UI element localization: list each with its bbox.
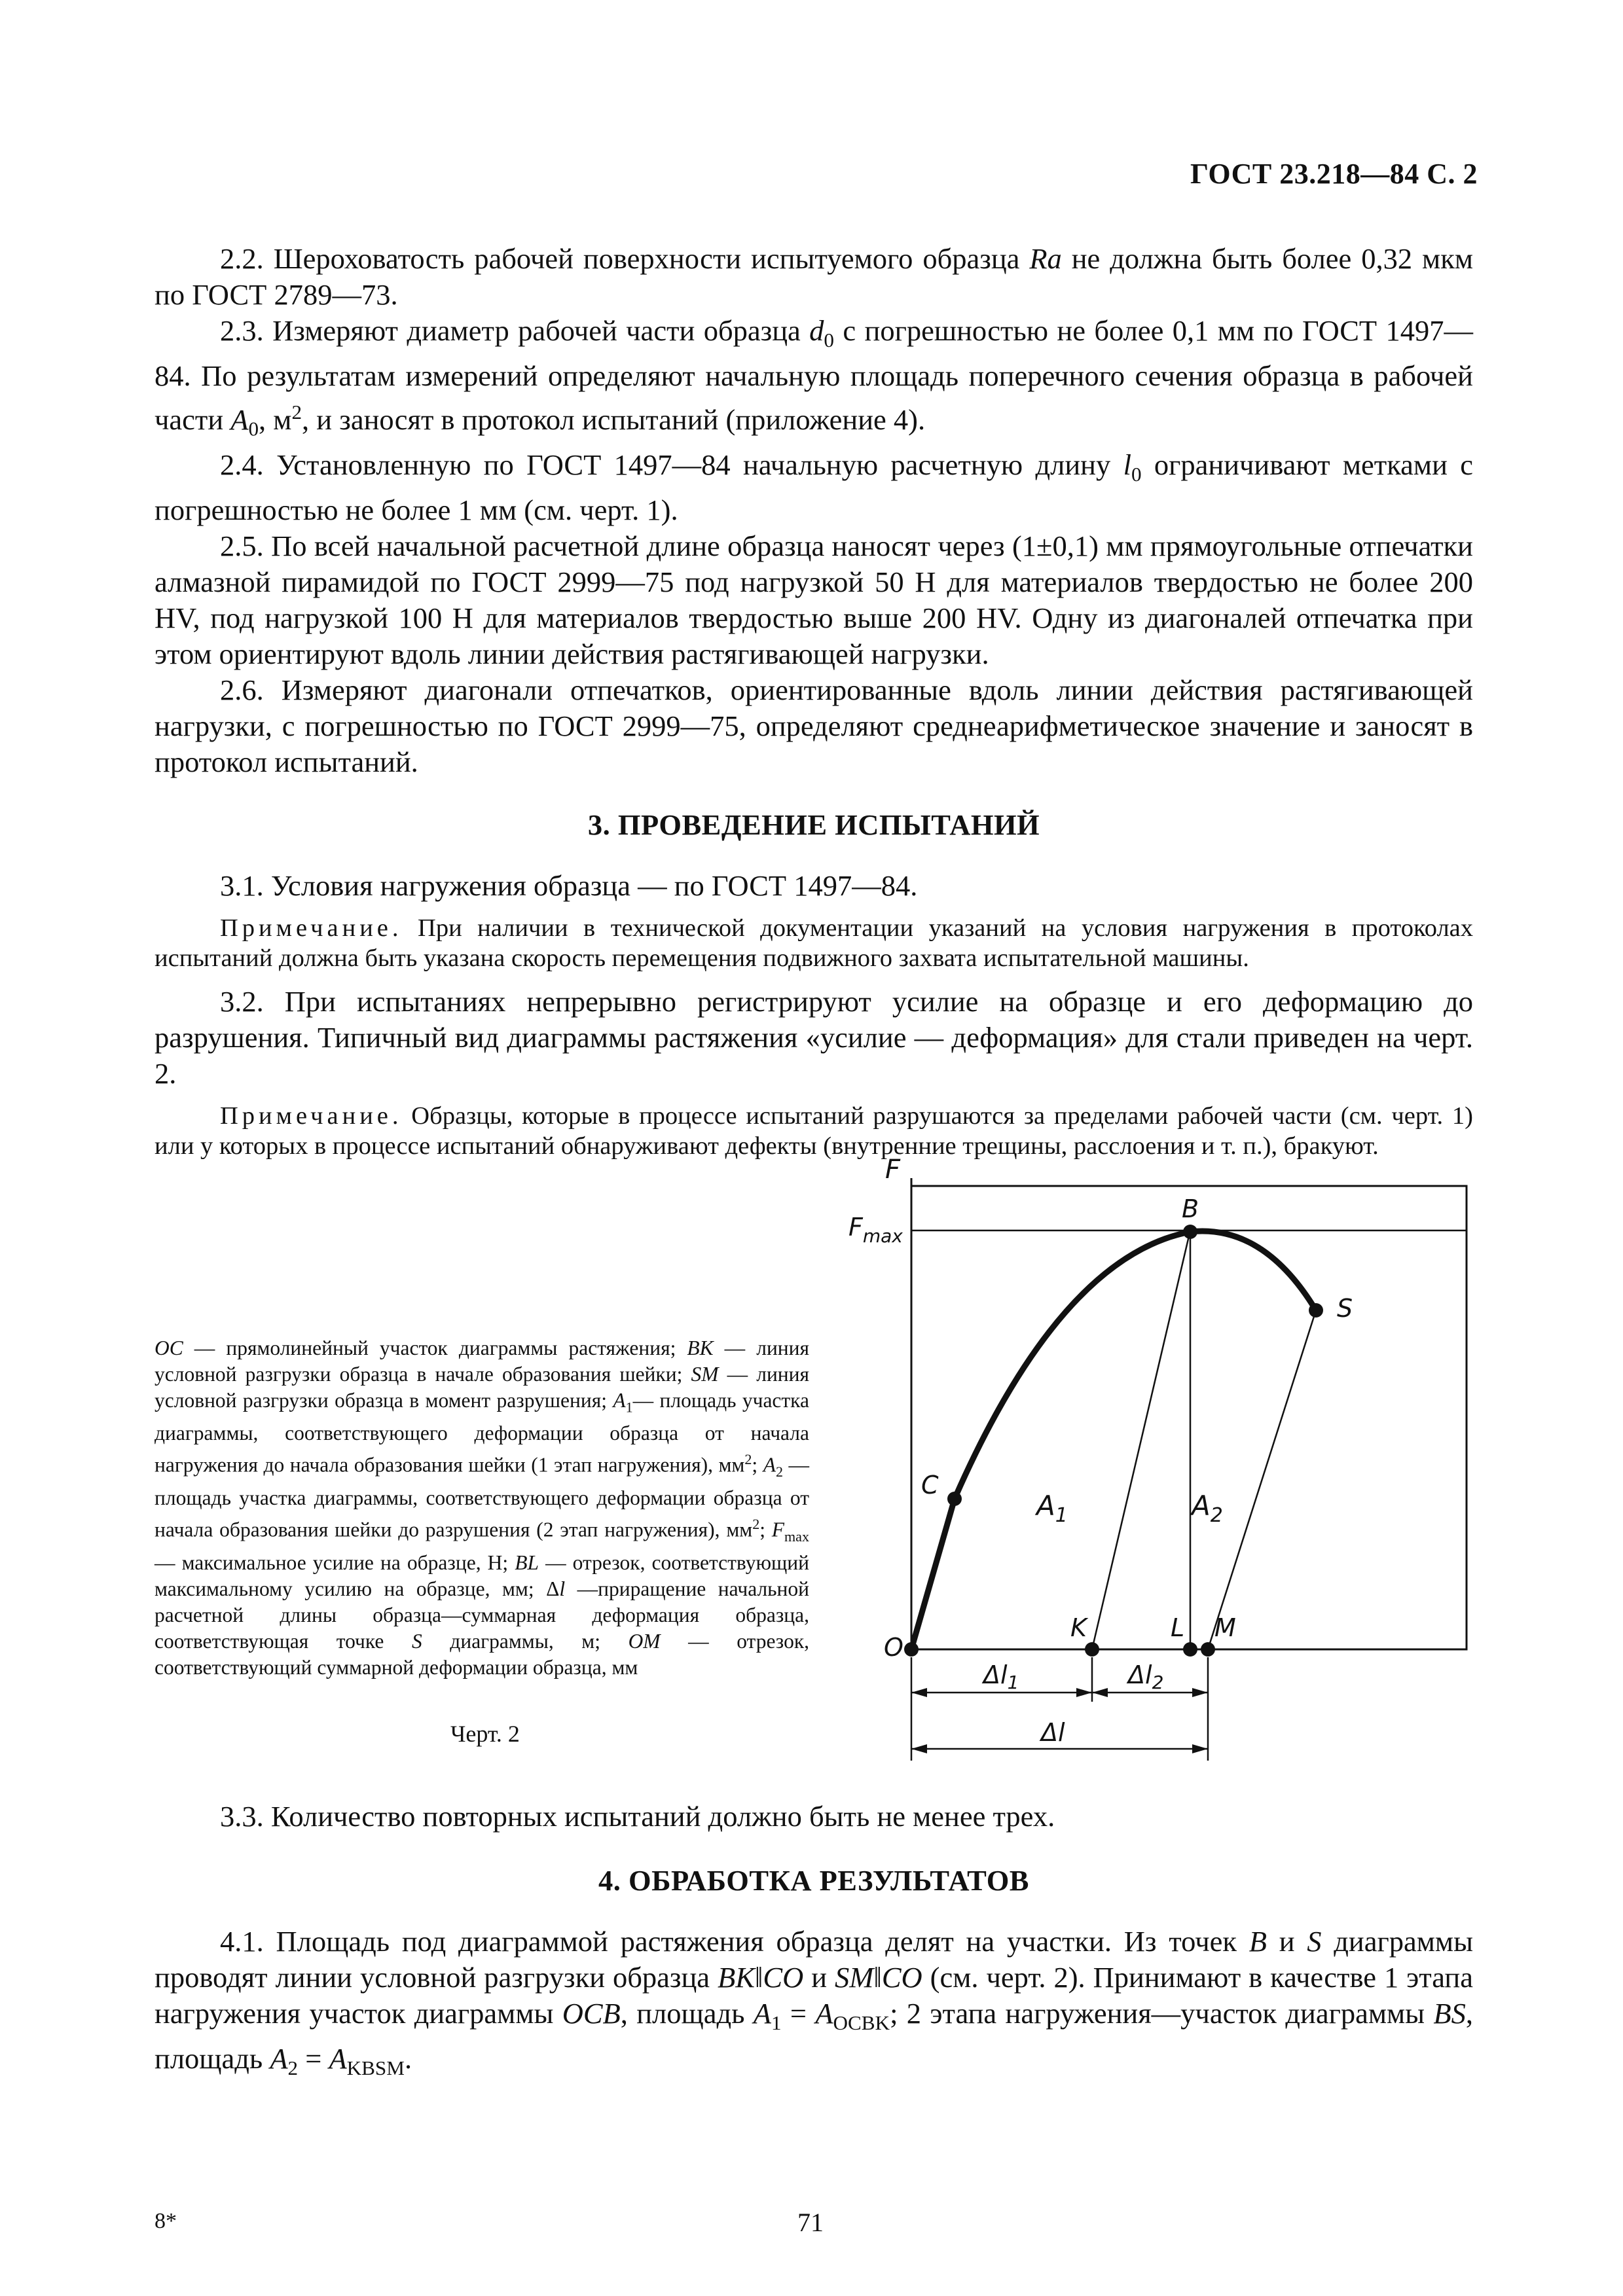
label-o: O bbox=[884, 1633, 903, 1662]
paragraph-2-4: 2.4. Установленную по ГОСТ 1497—84 начальную расчетную длину $l_0$ ограничивают метками с погрешностью не более 1 мм (см. черт. 1). bbox=[155, 448, 1474, 526]
label-a2: $A_2$ bbox=[1192, 1490, 1223, 1527]
label-dl: Δl bbox=[1041, 1718, 1065, 1747]
label-f: F bbox=[885, 1155, 901, 1185]
point-o bbox=[904, 1642, 919, 1657]
paragraph-3-3: 3.3. Количество повторных испытаний должно быть не менее трех. bbox=[220, 1800, 1055, 1833]
point-k bbox=[1085, 1642, 1099, 1657]
paragraph-3-2: 3.2. При испытаниях непрерывно регистрируют усилие на образце и его деформацию до разрушения. Типичный вид диаграммы растяжения «усилие — деформация» для стали приведен на черт. 2. bbox=[155, 984, 1473, 1090]
note-1 bbox=[155, 913, 1473, 973]
paragraph-2-5: 2.5. По всей начальной расчетной длине образца наносят через (1±0,1) мм прямоугольные отпечатки алмазной пирамидой по ГОСТ 2999—75 под нагрузкой 50 Н для материалов твердостью не более 200 HV, под нагрузкой 100 Н для материалов твердостью выше 200 HV. Одну из диагоналей отпечатка при этом ориентируют вдоль линии действия растягивающей нагрузки. bbox=[155, 529, 1473, 670]
paragraph-2-2: 2.2. Шероховатость рабочей поверхности испытуемого образца Ra не должна быть более 0,32 мкм по ГОСТ 2789—73. bbox=[155, 242, 1473, 311]
note-1-text: При наличии в технической документации указаний на условия нагружения в протоколах испытаний должна быть указана скорость перемещения подвижного захвата испытательной машины. bbox=[155, 914, 1474, 972]
figure-caption: Черт. 2 bbox=[450, 1721, 520, 1747]
paragraph-2-3: 2.3. Измеряют диаметр рабочей части образца $d_0$ с погрешностью не более 0,1 мм по ГОСТ 1497—84. По результатам измерений определяют начальную площадь поперечного сечения образца в рабочей части $A_0$, $м^2$, и заносят в протокол испытаний (приложение 4). bbox=[155, 314, 1474, 440]
figure-legend: OC — прямолинейный участок диаграммы растяжения; BK — линия условной разгрузки образца в начале образования шейки; SM — линия условной разгрузки образца в момент разрушения; $A_1—$ площадь участка диаграммы, соответствующего деформации образца от начала нагружения до начала образования шейки (1 этап нагружения), $мм^2$; $A_2$ — площадь участка диаграммы, соответствующего деформации образца от начала образования шейки до разрушения (2 этап нагружения), $мм^2$; $F_{max}$ — максимальное усилие на образце, Н; BL — отрезок, соответствующий максимальному усилию на образце, мм; Δl —приращение начальной расчетной длины образца—суммарная деформация образца, соответствующая точке S диаграммы, м; OM — отрезок, соответствующий суммарной деформации образца, мм bbox=[155, 1336, 810, 1679]
label-c: C bbox=[921, 1471, 939, 1499]
section-4-heading: 4. ОБРАБОТКА РЕЗУЛЬТАТОВ bbox=[598, 1864, 1029, 1897]
arrow-4 bbox=[1192, 1688, 1208, 1697]
note-2-text: Образцы, которые в процессе испытаний разрушаются за пределами рабочей части (см. черт. 1) или у которых в процессе испытаний обнаруживают дефекты (внутренние трещины, расслоения и т. п.), бракуют. bbox=[155, 1102, 1473, 1160]
label-b: B bbox=[1182, 1194, 1199, 1223]
arrow-6 bbox=[1192, 1744, 1208, 1753]
label-fmax: $F_{max}$ bbox=[848, 1213, 903, 1247]
page-header: ГОСТ 23.218—84 С. 2 bbox=[1190, 158, 1478, 190]
body-text-lower bbox=[155, 1799, 1473, 2086]
body-text bbox=[155, 241, 1473, 1161]
paragraph-4-1: 4.1. Площадь под диаграммой растяжения образца делят на участки. Из точек B и S диаграммы проводят линии условной разгрузки образца BK‖CO и SM‖CO (см. черт. 2). Принимают в качестве 1 этапа нагружения участок диаграммы OCB, площадь $A_1 = A_{OCBK}$; 2 этапа нагружения—участок диаграммы BS, площадь $A_2 = A_{KBSM}$. bbox=[155, 1925, 1473, 2079]
note-2-label: Примечание. bbox=[220, 1102, 403, 1130]
arrow-1 bbox=[911, 1688, 927, 1697]
point-c bbox=[947, 1492, 962, 1506]
point-b bbox=[1183, 1225, 1197, 1239]
point-l bbox=[1183, 1642, 1197, 1657]
arrow-5 bbox=[911, 1744, 927, 1753]
paragraph-3-1: 3.1. Условия нагружения образца — по ГОСТ 1497—84. bbox=[220, 869, 918, 902]
label-dl1: $\Delta l_1$ bbox=[983, 1660, 1019, 1693]
line-bk bbox=[1092, 1230, 1190, 1649]
label-s: S bbox=[1337, 1294, 1353, 1323]
tension-diagram-svg bbox=[845, 1152, 1486, 1774]
arrow-3 bbox=[1092, 1688, 1108, 1697]
tension-diagram bbox=[845, 1152, 1486, 1774]
curve-cbs bbox=[955, 1231, 1316, 1499]
label-k: K bbox=[1070, 1613, 1087, 1642]
label-l: L bbox=[1171, 1613, 1185, 1642]
line-sm bbox=[1208, 1310, 1316, 1649]
point-m bbox=[1201, 1642, 1215, 1657]
section-3-heading: 3. ПРОВЕДЕНИЕ ИСПЫТАНИЙ bbox=[587, 808, 1040, 841]
label-dl2: $\Delta l_2$ bbox=[1128, 1660, 1164, 1693]
paragraph-2-6: 2.6. Измеряют диагонали отпечатков, ориентированные вдоль линии действия растягивающей нагрузки, с погрешностью по ГОСТ 2999—75, определяют среднеарифметическое значение и заносят в протокол испытаний. bbox=[155, 673, 1473, 778]
label-a1: $A_1$ bbox=[1036, 1490, 1068, 1527]
note-1-label: Примечание. bbox=[220, 914, 403, 942]
arrow-2 bbox=[1076, 1688, 1092, 1697]
footer-mark: 8* bbox=[155, 2209, 177, 2233]
point-s bbox=[1309, 1303, 1323, 1318]
label-m: M bbox=[1214, 1613, 1236, 1642]
page-number: 71 bbox=[797, 2208, 824, 2237]
curve-oc bbox=[911, 1499, 955, 1649]
